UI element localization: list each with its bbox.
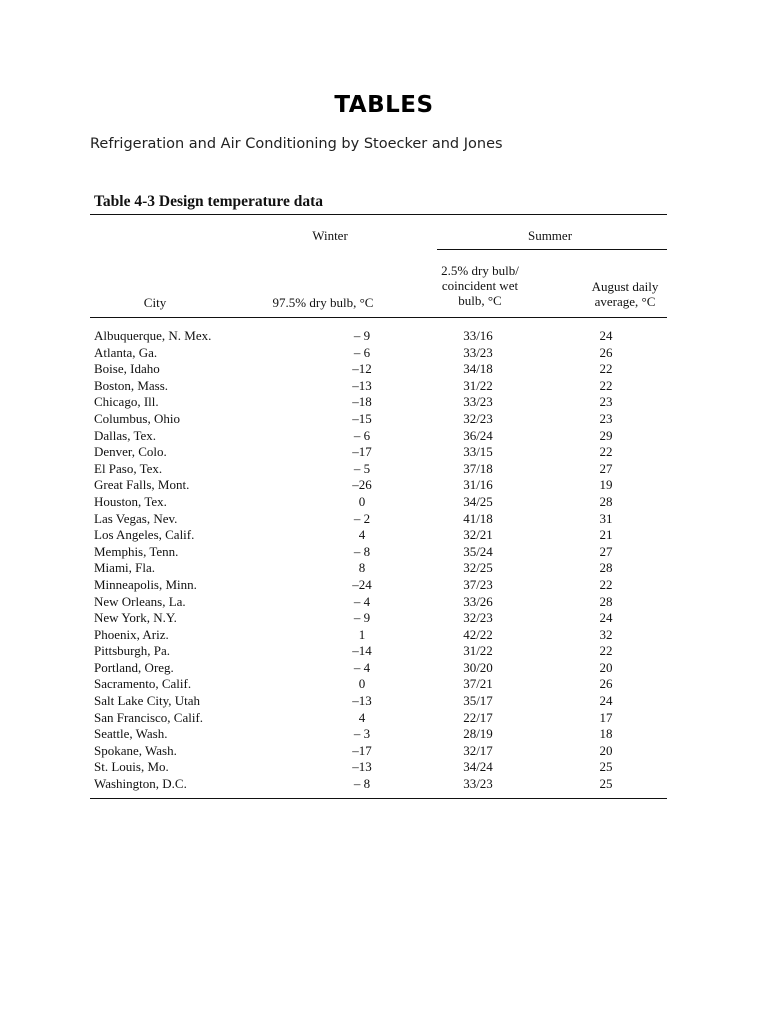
cell-city: Albuquerque, N. Mex.: [94, 328, 212, 343]
cell-city: Seattle, Wash.: [94, 726, 168, 742]
cell-city: Boise, Idaho: [94, 361, 160, 377]
table-row: [90, 594, 667, 611]
table-row: [90, 643, 667, 660]
cell-august-average: 23: [599, 394, 613, 410]
column-header-august-average: [570, 279, 680, 309]
cell-august-average: 21: [599, 527, 613, 543]
table-row: [90, 494, 667, 511]
cell-summer-dry-wet: 34/18: [463, 361, 493, 377]
cell-august-average: 17: [599, 709, 613, 725]
cell-city: Columbus, Ohio: [94, 410, 180, 426]
cell-city: Phoenix, Ariz.: [94, 626, 169, 642]
cell-summer-dry-wet: 32/17: [463, 742, 493, 758]
cell-winter: –15: [352, 410, 372, 426]
cell-august-average: 22: [599, 361, 613, 377]
cell-winter: – 6: [353, 344, 371, 360]
cell-winter: –13: [352, 693, 372, 709]
column-header-city: City: [143, 295, 167, 310]
cell-summer-dry-wet: 34/24: [463, 759, 493, 775]
cell-summer-dry-wet: 34/25: [463, 493, 493, 509]
table-row: [90, 610, 667, 627]
cell-summer-dry-wet: 28/19: [463, 726, 493, 742]
cell-winter: –24: [352, 576, 372, 592]
table-row: [90, 726, 667, 743]
cell-city: Minneapolis, Minn.: [94, 576, 197, 592]
cell-august-average: 26: [599, 676, 613, 692]
table-row: [90, 759, 667, 776]
cell-summer-dry-wet: 33/16: [463, 328, 493, 343]
table-row: [90, 394, 667, 411]
cell-winter: 0: [358, 493, 366, 509]
cell-city: New York, N.Y.: [94, 610, 177, 626]
table-row: [90, 527, 667, 544]
table-row: [90, 378, 667, 395]
cell-city: Dallas, Tex.: [94, 427, 157, 443]
cell-summer-dry-wet: 33/23: [463, 776, 493, 792]
table-row: [90, 361, 667, 378]
table-row: [90, 627, 667, 644]
table-row: [90, 328, 667, 345]
cell-winter: – 8: [353, 776, 371, 792]
table-row: [90, 660, 667, 677]
cell-city: Sacramento, Calif.: [94, 676, 192, 692]
cell-city: Chicago, Ill.: [94, 394, 159, 410]
table-row: [90, 577, 667, 594]
cell-city: St. Louis, Mo.: [94, 759, 169, 775]
table-row: [90, 560, 667, 577]
cell-winter: – 3: [353, 726, 371, 742]
cell-summer-dry-wet: 31/22: [463, 643, 493, 659]
cell-city: Miami, Fla.: [94, 560, 156, 576]
cell-august-average: 28: [599, 593, 613, 609]
column-header-summer-dry-wet-line2: coincident wet: [441, 278, 519, 293]
cell-winter: –26: [352, 477, 372, 493]
table-row: [90, 676, 667, 693]
cell-august-average: 22: [599, 377, 613, 393]
cell-summer-dry-wet: 31/22: [463, 377, 493, 393]
cell-summer-dry-wet: 32/23: [463, 610, 493, 626]
cell-august-average: 19: [599, 477, 613, 493]
cell-winter: –17: [352, 742, 372, 758]
cell-city: Washington, D.C.: [94, 776, 187, 792]
cell-city: San Francisco, Calif.: [94, 709, 204, 725]
cell-august-average: 29: [599, 427, 613, 443]
cell-summer-dry-wet: 35/24: [463, 543, 493, 559]
page-title: TABLES: [334, 92, 434, 118]
cell-winter: 8: [358, 560, 366, 576]
cell-winter: –17: [352, 444, 372, 460]
cell-city: Portland, Oreg.: [94, 659, 174, 675]
cell-summer-dry-wet: 32/23: [463, 410, 493, 426]
column-header-summer-dry-wet: [420, 263, 540, 308]
page-subtitle: Refrigeration and Air Conditioning by Stoecker and Jones: [90, 136, 503, 152]
table-row: [90, 345, 667, 362]
cell-winter: – 5: [353, 460, 371, 476]
cell-august-average: 18: [599, 726, 613, 742]
cell-august-average: 31: [599, 510, 613, 526]
cell-winter: 4: [358, 527, 366, 543]
column-header-summer-dry-wet-line1: 2.5% dry bulb/: [441, 263, 519, 278]
cell-winter: –13: [352, 377, 372, 393]
table-row: [90, 477, 667, 494]
cell-summer-dry-wet: 37/18: [463, 460, 493, 476]
cell-winter: 0: [358, 676, 366, 692]
cell-winter: – 6: [353, 427, 371, 443]
cell-august-average: 27: [599, 460, 613, 476]
cell-summer-dry-wet: 33/15: [463, 444, 493, 460]
table-row: [90, 693, 667, 710]
cell-summer-dry-wet: 30/20: [463, 659, 493, 675]
cell-winter: – 4: [353, 593, 371, 609]
cell-winter: 1: [358, 626, 366, 642]
table-header: [90, 215, 667, 317]
cell-august-average: 20: [599, 742, 613, 758]
cell-summer-dry-wet: 33/26: [463, 593, 493, 609]
cell-winter: – 9: [353, 610, 371, 626]
cell-summer-dry-wet: 31/16: [463, 477, 493, 493]
column-header-winter-dry-bulb: 97.5% dry bulb, °C: [272, 295, 374, 310]
cell-august-average: 24: [599, 610, 613, 626]
column-header-summer-dry-wet-line3: bulb, °C: [458, 293, 502, 308]
cell-august-average: 24: [599, 328, 613, 343]
cell-august-average: 20: [599, 659, 613, 675]
cell-august-average: 22: [599, 444, 613, 460]
cell-august-average: 23: [599, 410, 613, 426]
cell-summer-dry-wet: 37/21: [463, 676, 493, 692]
table-row: [90, 461, 667, 478]
cell-winter: –18: [352, 394, 372, 410]
cell-august-average: 25: [599, 759, 613, 775]
column-header-august-average-line1: August daily: [591, 279, 659, 294]
cell-city: Atlanta, Ga.: [94, 344, 158, 360]
table-row: [90, 511, 667, 528]
cell-august-average: 22: [599, 576, 613, 592]
cell-august-average: 24: [599, 693, 613, 709]
cell-august-average: 28: [599, 560, 613, 576]
cell-summer-dry-wet: 22/17: [463, 709, 493, 725]
cell-city: Boston, Mass.: [94, 377, 169, 393]
design-temperature-table: [90, 190, 667, 799]
cell-summer-dry-wet: 37/23: [463, 576, 493, 592]
cell-city: Pittsburgh, Pa.: [94, 643, 170, 659]
cell-august-average: 25: [599, 776, 613, 792]
cell-winter: 4: [358, 709, 366, 725]
table-caption: Table 4-3 Design temperature data: [94, 193, 324, 210]
table-row: [90, 411, 667, 428]
cell-city: New Orleans, La.: [94, 593, 186, 609]
cell-city: Los Angeles, Calif.: [94, 527, 195, 543]
cell-summer-dry-wet: 42/22: [463, 626, 493, 642]
cell-city: El Paso, Tex.: [94, 460, 163, 476]
cell-city: Memphis, Tenn.: [94, 543, 179, 559]
cell-city: Spokane, Wash.: [94, 742, 177, 758]
cell-summer-dry-wet: 35/17: [463, 693, 493, 709]
cell-summer-dry-wet: 33/23: [463, 394, 493, 410]
cell-august-average: 28: [599, 493, 613, 509]
column-header-august-average-line2: average, °C: [594, 294, 656, 309]
table-row: [90, 544, 667, 561]
group-header-summer: Summer: [527, 228, 573, 243]
cell-winter: – 8: [353, 543, 371, 559]
cell-summer-dry-wet: 32/21: [463, 527, 493, 543]
cell-august-average: 26: [599, 344, 613, 360]
table-row: [90, 776, 667, 793]
table-row: [90, 743, 667, 760]
cell-august-average: 27: [599, 543, 613, 559]
cell-summer-dry-wet: 32/25: [463, 560, 493, 576]
cell-city: Salt Lake City, Utah: [94, 693, 201, 709]
cell-summer-dry-wet: 33/23: [463, 344, 493, 360]
table-bottom-rule: [90, 798, 667, 799]
summer-group-rule: [437, 249, 667, 250]
cell-summer-dry-wet: 36/24: [463, 427, 493, 443]
table-row: [90, 710, 667, 727]
table-row: [90, 444, 667, 461]
cell-winter: –13: [352, 759, 372, 775]
cell-city: Las Vegas, Nev.: [94, 510, 178, 526]
table-row: [90, 428, 667, 445]
cell-winter: – 2: [353, 510, 371, 526]
cell-winter: –12: [352, 361, 372, 377]
cell-city: Great Falls, Mont.: [94, 477, 190, 493]
cell-winter: – 4: [353, 659, 371, 675]
table-body: [90, 318, 667, 793]
cell-winter: –14: [352, 643, 372, 659]
cell-city: Houston, Tex.: [94, 493, 167, 509]
cell-august-average: 22: [599, 643, 613, 659]
cell-winter: – 9: [353, 328, 371, 343]
cell-august-average: 32: [599, 626, 613, 642]
cell-city: Denver, Colo.: [94, 444, 167, 460]
cell-summer-dry-wet: 41/18: [463, 510, 493, 526]
group-header-winter: Winter: [312, 228, 348, 243]
